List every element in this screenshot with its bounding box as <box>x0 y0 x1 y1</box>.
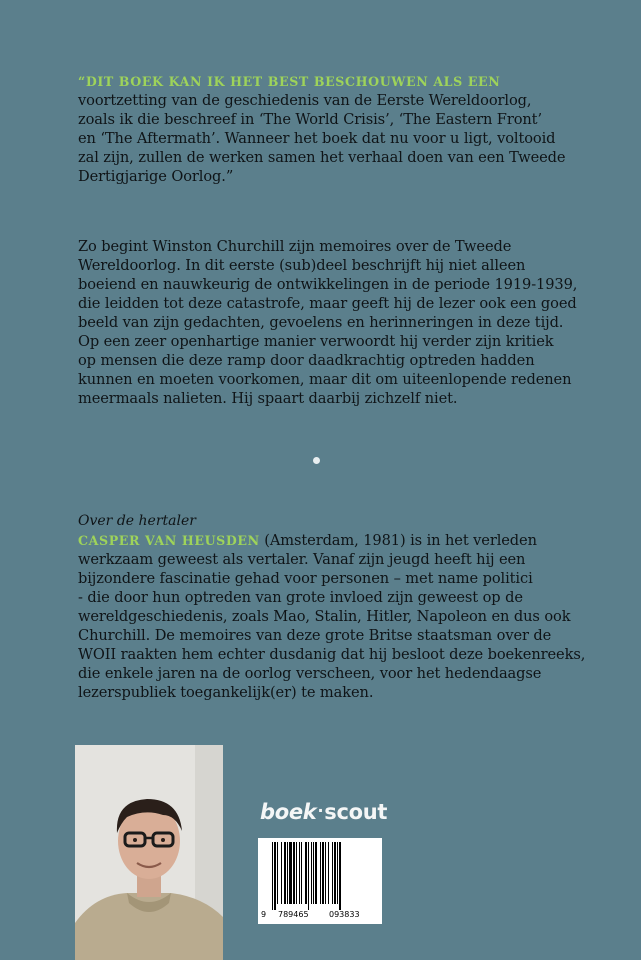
barcode-bar <box>272 842 273 910</box>
bio-line: - die door hun optreden van grote invloed zijn geweest op de <box>78 589 523 606</box>
quote-line: zal zijn, zullen de werken samen het verhaal doen van een Tweede <box>78 149 566 166</box>
barcode-bar <box>305 842 307 904</box>
intro-line: Op een zeer openhartige manier verwoordt hij verder zijn kritiek <box>78 333 554 350</box>
quote-line: Dertigjarige Oorlog.” <box>78 168 234 185</box>
quote-lead: “DIT BOEK KAN IK HET BEST BESCHOUWEN ALS EEN <box>78 74 501 89</box>
barcode-bar <box>301 842 302 904</box>
intro-line: beeld van zijn gedachten, gevoelens en herinneringen in deze tijd. <box>78 314 564 331</box>
bio-label: Over de hertaler <box>78 513 196 529</box>
isbn-barcode <box>258 838 382 924</box>
quote-line: en ‘The Aftermath’. Wanneer het boek dat nu voor u ligt, voltooid <box>78 130 556 147</box>
quote-line: zoals ik die beschreef in ‘The World Crisis’, ‘The Eastern Front’ <box>78 111 542 128</box>
barcode-bar <box>299 842 300 904</box>
intro-line: op mensen die deze ramp door daadkrachtig optreden hadden <box>78 352 535 369</box>
barcode-digits <box>258 910 382 922</box>
barcode-bar <box>289 842 292 904</box>
barcode-bar <box>293 842 295 904</box>
intro-line: boeiend en nauwkeurig de ontwikkelingen in de periode 1919-1939, <box>78 276 578 293</box>
bio-line: werkzaam geweest als vertaler. Vanaf zijn jeugd heeft hij een <box>78 551 526 568</box>
barcode-bar <box>337 842 338 904</box>
intro-paragraph <box>78 237 578 408</box>
barcode-group-left: 789465 <box>278 910 309 919</box>
barcode-bar <box>287 842 288 904</box>
author-portrait-illustration <box>75 745 223 960</box>
intro-line: Wereldoorlog. In dit eerste (sub)deel beschrijft hij niet alleen <box>78 257 526 274</box>
barcode-bar <box>325 842 326 904</box>
bio-line: bijzondere fascinatie gehad voor personen – met name politici <box>78 570 533 587</box>
barcode-bar <box>332 842 333 904</box>
barcode-bar <box>308 842 309 910</box>
barcode-bar <box>313 842 314 904</box>
barcode-group-right: 093833 <box>329 910 360 919</box>
barcode-bar <box>339 842 341 910</box>
barcode-bar <box>320 842 321 904</box>
publisher-logo-part2: scout <box>324 800 388 824</box>
barcode-bar <box>281 842 282 904</box>
bio-line: WOII raakten hem echter dusdanig dat hij besloot deze boekenreeks, <box>78 646 586 663</box>
author-photo <box>75 745 223 960</box>
barcode-bars <box>258 838 382 910</box>
bio-line: lezerspubliek toegankelijk(er) te maken. <box>78 684 374 701</box>
intro-line: die leidden tot deze catastrofe, maar geeft hij de lezer ook een goed <box>78 295 577 312</box>
bio-line: wereldgeschiedenis, zoals Mao, Stalin, Hitler, Napoleon en dus ook <box>78 608 571 625</box>
quote-block <box>78 72 578 186</box>
publisher-logo <box>260 800 387 824</box>
section-divider-dot <box>313 457 320 464</box>
barcode-digit-first: 9 <box>261 910 267 919</box>
barcode-bar <box>284 842 286 904</box>
intro-line: kunnen en moeten voorkomen, maar dit om uiteenlopende redenen <box>78 371 572 388</box>
publisher-logo-part1: boek <box>260 800 317 824</box>
bio-first-line-rest: (Amsterdam, 1981) is in het verleden <box>259 532 537 549</box>
publisher-logo-separator: · <box>317 801 324 820</box>
bio-first-line <box>78 531 578 550</box>
intro-line: meermaals nalieten. Hij spaart daarbij zichzelf niet. <box>78 390 458 407</box>
barcode-bar <box>311 842 312 904</box>
quote-line: voortzetting van de geschiedenis van de Eerste Wereldoorlog, <box>78 92 532 109</box>
barcode-bar <box>315 842 317 904</box>
bio-line: die enkele jaren na de oorlog verscheen, voor het hedendaagse <box>78 665 542 682</box>
barcode-bar <box>296 842 297 904</box>
barcode-bar <box>322 842 324 904</box>
translator-name: CASPER VAN HEUSDEN <box>78 533 260 548</box>
barcode-bar <box>334 842 336 904</box>
bio-line: Churchill. De memoires van deze grote Britse staatsman over de <box>78 627 552 644</box>
barcode-bar <box>328 842 329 904</box>
barcode-bar <box>277 842 278 904</box>
translator-bio <box>78 512 586 702</box>
intro-line: Zo begint Winston Churchill zijn memoires over de Tweede <box>78 238 512 255</box>
barcode-bar <box>274 842 276 910</box>
